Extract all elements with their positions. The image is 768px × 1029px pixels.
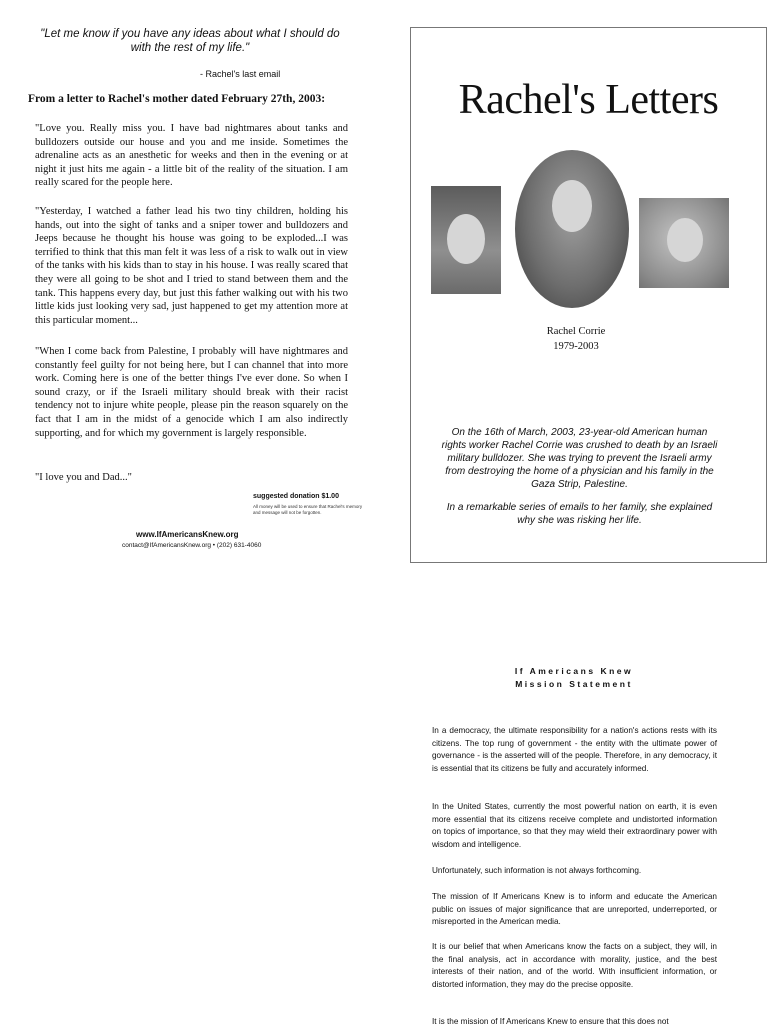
- epigraph-quote: "Let me know if you have any ideas about what I should do with the rest of my life.": [40, 28, 340, 54]
- epigraph-attribution: - Rachel's last email: [200, 69, 281, 79]
- mission-paragraph: The mission of If Americans Knew is to inform and educate the American public on issues of major significance that are unreported, underreported, or misreported in the American media.: [432, 892, 717, 927]
- letter-paragraph: "I love you and Dad...": [35, 472, 132, 483]
- donation-note: All money will be used to ensure that Rachel's memory and message will not be forgotten.: [253, 504, 363, 515]
- mission-paragraph: It is our belief that when Americans know the facts on a subject, they will, in the final analysis, act in accordance with morality, justice, and the best interests of their nation, and of the world. With insufficient information, or distorted information, they may do the precise opposite.: [432, 942, 717, 990]
- website-link[interactable]: www.IfAmericansKnew.org: [136, 530, 239, 539]
- cover-panel: [410, 27, 767, 563]
- cover-intro: On the 16th of March, 2003, 23-year-old American human rights worker Rachel Corrie was crushed to death by an Israeli military bulldozer. She was trying to prevent the Israeli army from destroying the home of a physician and his family in the Gaza Strip, Palestine.: [441, 427, 718, 490]
- cover-title: Rachel's Letters: [458, 77, 719, 123]
- letter-paragraph: "Yesterday, I watched a father lead his two tiny children, holding his hands, out into the sight of tanks and a sniper tower and bulldozers and Jeeps because he thought his house was going to be exploded...I was terrified to think that this man felt it was less of a risk to walk out in view of the tanks with his kids than to stay in his house. I was really scared that they were all going to be shot and I tried to stand between them and the tank. This happens every day, but just this father walking out with his two little kids just looking very sad, just happened to get my attention more at this particular moment...: [35, 206, 348, 326]
- mission-subtitle: Mission Statement: [515, 679, 633, 689]
- contact-info: contact@IfAmericansKnew.org • (202) 631-4060: [122, 542, 262, 549]
- mission-paragraph: It is the mission of If Americans Knew to ensure that this does not: [432, 1017, 669, 1026]
- suggested-donation: suggested donation $1.00: [253, 493, 339, 500]
- portrait-photo-right: [639, 198, 729, 288]
- letter-paragraph: "When I come back from Palestine, I probably will have nightmares and constantly feel guilty for not being here, but I can channel that into more work. Coming here is one of the better things I've ever done. So when I sound crazy, or if the Israeli military should break with their racist tendency not to injure white people, please pin the reason squarely on the fact that I am in the midst of a genocide which I am also indirectly supporting, and for which my government is largely responsible.: [35, 346, 348, 439]
- photo-caption-name: Rachel Corrie: [546, 326, 606, 337]
- photo-caption-years: 1979-2003: [553, 341, 599, 352]
- mission-paragraph: Unfortunately, such information is not always forthcoming.: [432, 866, 642, 875]
- mission-title: If Americans Knew: [514, 666, 634, 676]
- portrait-photo-center: [515, 150, 629, 308]
- letter-heading: From a letter to Rachel's mother dated February 27th, 2003:: [28, 93, 326, 105]
- mission-paragraph: In a democracy, the ultimate responsibility for a nation's actions rests with its citizens. The top rung of government - the entity with the ultimate power of governance - is the asserted will of the people. Therefore, in any democracy, it is essential that its citizens be fully and accurately informed.: [432, 726, 717, 774]
- letter-paragraph: "Love you. Really miss you. I have bad nightmares about tanks and bulldozers outside our house and you and me inside. Sometimes the adrenaline acts as an anesthetic for weeks and then in the evening or at night it just hits me again - a little bit of the reality of the situation. I am really scared for the people here.: [35, 123, 348, 189]
- cover-intro-secondary: In a remarkable series of emails to her family, she explained why she was risking her life.: [446, 502, 713, 526]
- portrait-photo-left: [431, 186, 501, 294]
- mission-paragraph: In the United States, currently the most powerful nation on earth, it is even more essential that its citizens receive complete and undistorted information on topics of importance, so that they may wield their extraordinary power with wisdom and intelligence.: [432, 802, 717, 850]
